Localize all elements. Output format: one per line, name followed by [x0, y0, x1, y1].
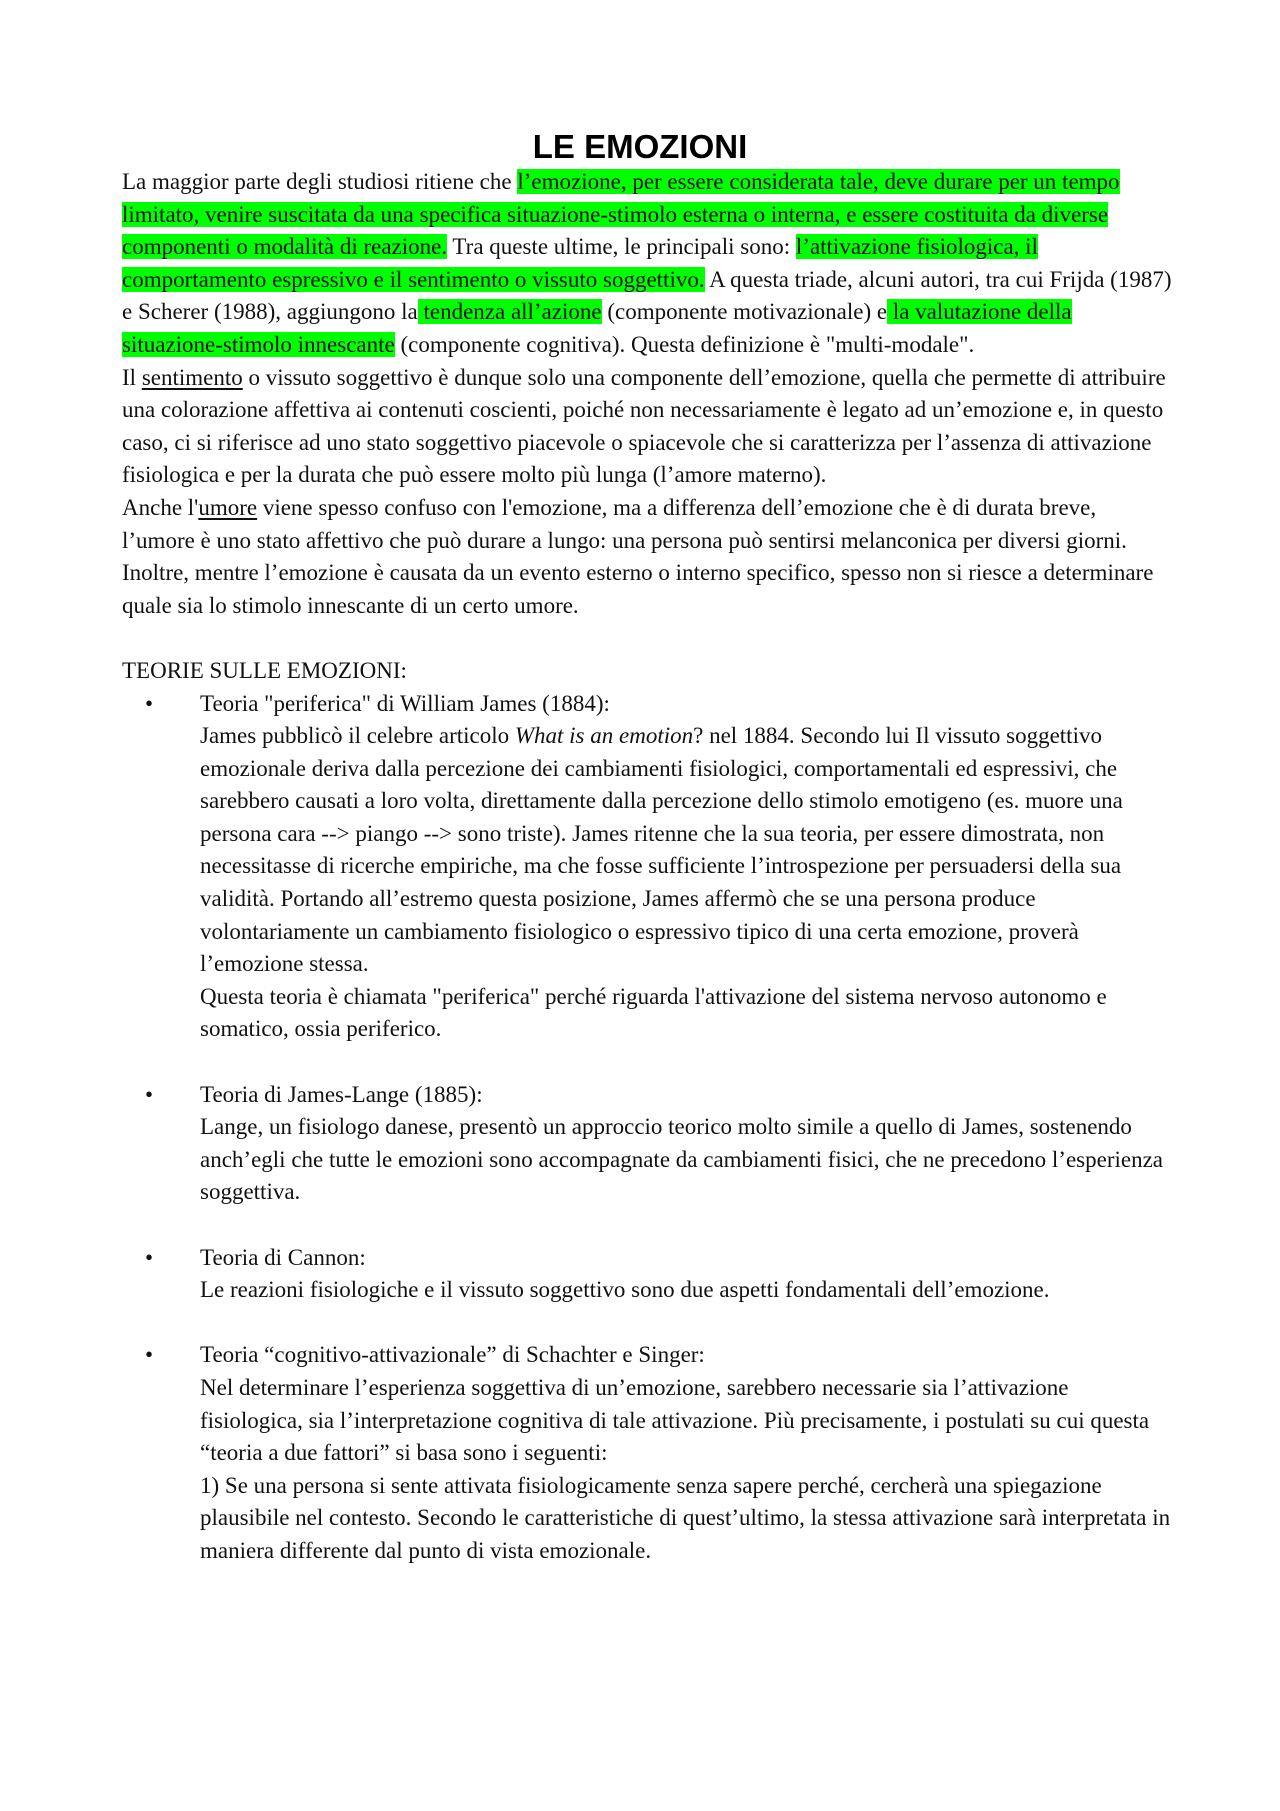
theory-body: Nel determinare l’esperienza soggettiva di un’emozione, sarebbero necessarie sia l’attivazione fisiologica, sia l’interpretazione cognitiva di tale attivazione. Più precisamente, i postulati su cui questa “teoria a due fattori” si basa sono i seguenti: [200, 1374, 1150, 1466]
highlighted-text: l’attivazione fisiologica, il comportamento espressivo e il sentimento o vissuto soggettivo. [122, 234, 1038, 292]
highlighted-text: l’emozione, per essere considerata tale, deve durare per un tempo limitato, venire suscitata da una specifica situazione-stimolo esterna o interna, e essere costituita da diverse componenti o modalità di reazione. [122, 169, 1120, 260]
intro-text: viene spesso confuso con l'emozione, ma a differenza dell’emozione che è di durata breve, l’umore è uno stato affettivo che può durare a lungo: una persona può sentirsi melanconica per diversi giorni. Inoltre, mentre l’emozione è causata da un evento esterno o interno specifico, spesso non si riesce a determinare quale sia lo stimolo innescante di un certo umore. [122, 494, 1154, 618]
bullet-icon: • [145, 1081, 154, 1107]
intro-text: A questa triade, alcuni autori, tra cui Frijda (1987) e Scherer (1988), aggiungono la [122, 266, 1172, 325]
intro-paragraph-sentimento [122, 362, 1172, 492]
theory-item-schachter-singer [122, 1339, 1172, 1567]
bullet-icon: • [145, 1244, 154, 1270]
article-title: What is an emotion [514, 723, 694, 749]
intro-paragraph-umore [122, 492, 1172, 622]
theory-body: Lange, un fisiologo danese, presentò un approccio teorico molto simile a quello di James, sostenendo anch’egli che tutte le emozioni sono accompagnate da cambiamenti fisici, che ne precedono l’esperienza soggettiva. [200, 1114, 1164, 1205]
theory-heading: Teoria “cognitivo-attivazionale” di Schachter e Singer: [200, 1342, 705, 1368]
theory-body: Le reazioni fisiologiche e il vissuto soggettivo sono due aspetti fondamentali dell’emozione. [200, 1277, 1050, 1303]
intro-text: Anche l' [122, 494, 199, 520]
intro-text: Il [122, 364, 142, 390]
highlighted-text: tendenza all’azione [417, 299, 602, 325]
document-body [122, 166, 1172, 1568]
theory-body [200, 720, 1172, 981]
intro-text: Tra queste ultime, le principali sono: [447, 234, 796, 260]
theory-heading: Teoria di James-Lange (1885): [200, 1081, 483, 1107]
intro-paragraph-definition [122, 166, 1172, 362]
theory-item-james-lange [122, 1079, 1172, 1209]
intro-text: o vissuto soggettivo è dunque solo una componente dell’emozione, quella che permette di attribuire una colorazione affettiva ai contenuti coscienti, poiché non necessariamente è legato ad un’emozione e, in questo caso, ci si riferisce ad uno stato soggettivo piacevole o spiacevole che si caratterizza per l’assenza di attivazione fisiologica e per la durata che può essere molto più lunga (l’amore materno). [122, 364, 1166, 488]
intro-text: (componente cognitiva). Questa definizione è "multi-modale". [394, 331, 975, 357]
theory-text: James pubblicò il celebre articolo [200, 723, 515, 749]
theories-heading: TEORIE SULLE EMOZIONI: [122, 657, 407, 683]
highlighted-text: la valutazione della situazione-stimolo innescante [122, 299, 1072, 357]
theory-text: ? nel 1884. Secondo lui Il vissuto soggettivo emozionale deriva dalla percezione dei cambiamenti fisiologici, comportamentali ed espressivi, che sarebbero causati a loro volta, direttamente dalla percezione dello stimolo emotigeno (es. muore una persona cara --> piango --> sono triste). James ritenne che la sua teoria, per essere dimostrata, non necessitasse di ricerche empiriche, ma che fosse sufficiente l’introspezione per persuadersi della sua validità. Portando all’estremo questa posizione, James affermò che se una persona produce volontariamente un cambiamento fisiologico o espressivo tipico di una certa emozione, proverà l’emozione stessa. [200, 723, 1123, 977]
theory-body: Questa teoria è chiamata "periferica" perché riguarda l'attivazione del sistema nervoso autonomo e somatico, ossia periferico. [200, 983, 1107, 1042]
underlined-term: sentimento [141, 364, 243, 390]
intro-text: (componente motivazionale) e [601, 299, 888, 325]
intro-text: La maggior parte degli studiosi ritiene che [122, 169, 518, 194]
theory-item-james [122, 688, 1172, 1047]
bullet-icon: • [145, 1342, 154, 1368]
theory-item-cannon [122, 1242, 1172, 1307]
theory-heading: Teoria di Cannon: [200, 1244, 366, 1270]
underlined-term: umore [198, 494, 258, 520]
page-title: LE EMOZIONI [532, 128, 748, 165]
theory-body: 1) Se una persona si sente attivata fisiologicamente senza sapere perché, cercherà una spiegazione plausibile nel contesto. Secondo le caratteristiche di quest’ultimo, la stessa attivazione sarà interpretata in maniera differente dal punto di vista emozionale. [200, 1472, 1171, 1563]
theory-heading: Teoria "periferica" di William James (1884): [200, 690, 610, 716]
bullet-icon: • [145, 690, 154, 716]
